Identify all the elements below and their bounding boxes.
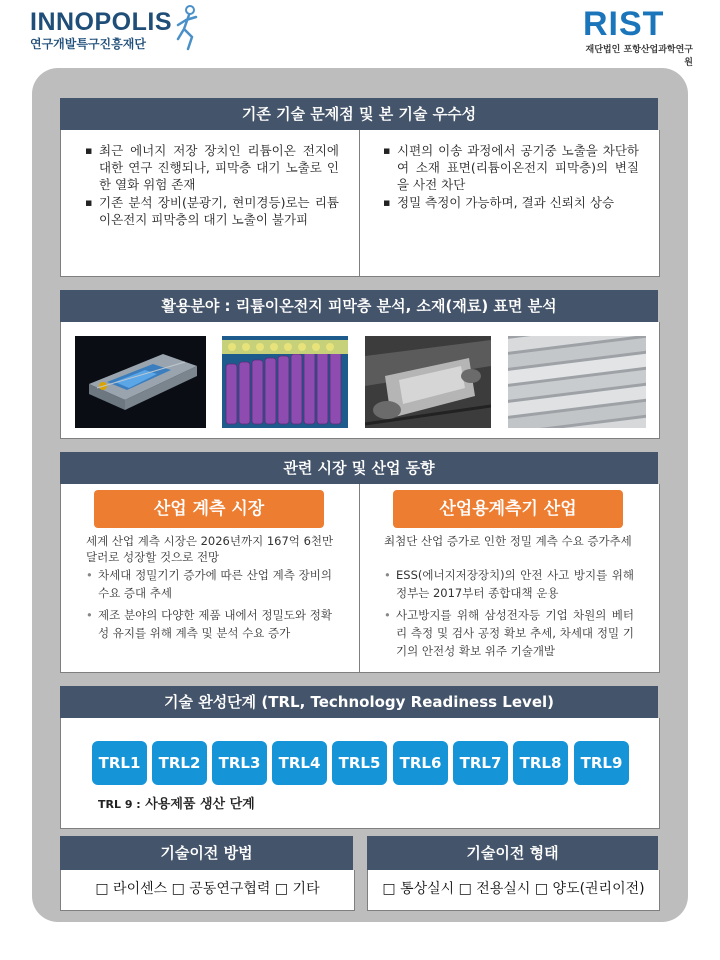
heading-industrial-instrument-industry: 산업용계측기 산업 (393, 490, 623, 528)
rist-logo-name: RIST (583, 5, 665, 43)
section-title-trl: 기술 완성단계 (TRL, Technology Readiness Level) (60, 686, 658, 718)
list-item: • 제조 분야의 다양한 제품 내에서 정밀도와 정확성 유지를 위해 계측 및 분석 수요 증가 (84, 606, 332, 642)
trl-level-4: TRL4 (272, 741, 327, 785)
trl-level-8: TRL8 (513, 741, 568, 785)
rist-logo-sub: 재단법인 포항산업과학연구원 (585, 45, 693, 68)
list-item: • ESS(에너지저장장치)의 안전 사고 방지를 위해 정부는 2017부터 종합대책 운용 (382, 566, 634, 602)
market-intro-left: 세계 산업 계측 시장은 2026년까지 167억 6천만 달러로 성장할 것으로 전망 (86, 534, 334, 564)
innopolis-logo-sub: 연구개발특구진흥재단 (30, 37, 146, 51)
section-title-applications: 활용분야 : 리튬이온전지 피막층 분석, 소재(재료) 표면 분석 (60, 290, 658, 322)
divider (359, 130, 360, 276)
rist-logo (583, 6, 693, 68)
list-item: ▪ 시편의 이송 과정에서 공기중 노출을 차단하여 소재 표면(리튬이온전지 피막층)의 변질을 사전 차단 (379, 142, 639, 193)
section-title-market: 관련 시장 및 산업 동향 (60, 452, 658, 484)
steel-rods-image (508, 336, 646, 428)
trl-level-5: TRL5 (332, 741, 387, 785)
section-title-problems: 기존 기술 문제점 및 본 기술 우수성 (60, 98, 658, 130)
section-title-transfer-method: 기술이전 방법 (60, 836, 353, 870)
section-title-transfer-type: 기술이전 형태 (367, 836, 658, 870)
divider (359, 484, 360, 672)
trl-level-6: TRL6 (393, 741, 448, 785)
list-item: • 차세대 정밀기기 증가에 따른 산업 계측 장비의 수요 증대 추세 (84, 566, 332, 602)
current-trl-note (98, 793, 255, 812)
metal-plate-inspection-image (365, 336, 491, 428)
list-item: ▪ 기존 분석 장비(분광기, 현미경등)로는 리튬이온전지 피막층의 대기 노출이 불가피 (81, 194, 339, 228)
heading-industrial-measurement-market: 산업 계측 시장 (94, 490, 324, 528)
trl-level-9: TRL9 (574, 741, 629, 785)
existing-problems-list (81, 142, 339, 229)
transfer-method-options: □ 라이센스 □ 공동연구협력 □ 기타 (60, 870, 355, 911)
current-trl-prefix: TRL 9 : (98, 798, 141, 811)
transfer-type-options: □ 통상실시 □ 전용실시 □ 양도(권리이전) (367, 870, 660, 911)
innopolis-logo-name: INNOPOLIS (30, 8, 173, 36)
trl-level-2: TRL2 (152, 741, 207, 785)
list-item: ▪ 정밀 측정이 가능하며, 결과 신뢰치 상승 (379, 194, 639, 211)
battery-cells-image (222, 336, 348, 428)
runner-figure-icon (174, 5, 200, 51)
market-list-left (84, 562, 332, 642)
current-trl-desc: 사용제품 생산 단계 (140, 797, 255, 812)
market-intro-right: 최첨단 산업 증가로 인한 정밀 계측 수요 증가추세 (384, 534, 632, 548)
market-list-right (382, 562, 634, 660)
advantages-list (379, 142, 639, 212)
list-item: ▪ 최근 에너지 저장 장치인 리튬이온 전지에 대한 연구 진행되나, 피막층 대기 노출로 인한 열화 위험 존재 (81, 142, 339, 193)
section-box-problems (60, 130, 660, 277)
ev-battery-pack-image (75, 336, 206, 428)
trl-level-1: TRL1 (92, 741, 147, 785)
list-item: • 사고방지를 위해 삼성전자등 기업 차원의 베터리 측정 및 검사 공정 확보 추세, 차세대 정밀 기기의 안전성 확보 위주 기술개발 (382, 606, 634, 660)
trl-level-7: TRL7 (453, 741, 508, 785)
innopolis-logo (30, 8, 200, 52)
trl-level-3: TRL3 (212, 741, 267, 785)
